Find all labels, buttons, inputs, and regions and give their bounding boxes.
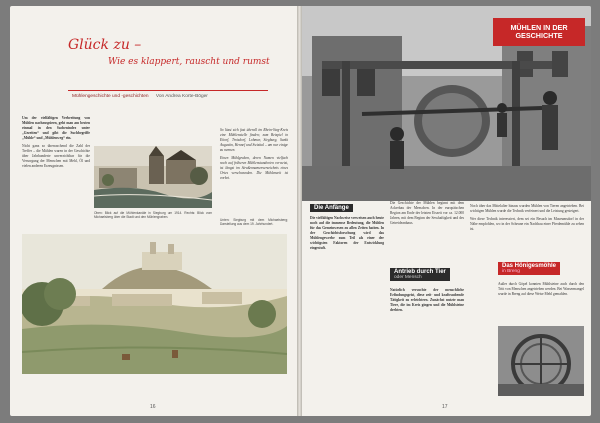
treadwheel-image [498,326,584,396]
left-column-2 [220,128,288,184]
right-column-2 [390,201,464,229]
title-rule [68,90,268,91]
mill-canal-photo [94,146,212,208]
right-column-3b [498,282,584,300]
siegburg-lithograph [22,234,287,374]
lithograph-image [22,234,287,374]
title-line-2: Wie es klappert, rauscht und rumst [108,57,270,67]
antrieb-title: Antrieb durch Tier [394,269,446,275]
col3-para-2: Wer diese Technik interessiert, dem sei ein Besuch im Museumsdorf in der Nähe empfohlen, wo in der Scheune ein Nachbau einer Pferdemühle zu sehen ist. [470,217,584,231]
heading-anfaenge: Die Anfänge [310,204,353,212]
page-number-left: 16 [150,404,156,410]
antrieb-text: Natürlich versuchte der menschliche Erfindungsgeist, diese zeit- und kraftraubende Tätigkeit zu erleichtern. Zunächst nutzte man Tiere, die im Kreis gingen und die Mühlsteine drehten. [390,288,464,312]
subtitle-text: Mühlengeschichte und -geschichten [72,94,149,99]
col2-para-1: So lässt sich fast überall im Rhein-Sieg-Kreis eine Mühlenstelle finden; zum Beispiel in Eitorf, Troisdorf, Lohmar, Siegburg, Sankt Augustin, Hennef und Swisttal – um nur einige zu nennen. [220,128,288,152]
right-column-3 [470,204,584,235]
hoeniges-text: Außer durch Göpel konnten Mühlsteine auch durch den Tritt von Menschen angetrieben werden. Bei Wassermangel wurde in Breng auf diese Weise Mehl gemahlen. [498,282,584,296]
photo-caption-2: Unten: Siegburg mit dem Michaelsberg; Darstellung aus dem 19. Jahrhundert. [220,218,288,227]
right-column-2b [390,288,464,316]
section-banner: MÜHLEN IN DER GESCHICHTE [493,18,585,46]
article-subtitle [72,94,208,99]
article-title [68,38,278,70]
mill-canal-image [94,146,212,208]
right-column-1 [310,216,384,254]
page-number-right: 17 [442,404,448,410]
photo-caption-1: Oben: Blick auf die Mühlenkanäle in Siegburg um 1914. Rechts: Blick vom Michaelsberg über die Stadt und den Mühlengraben. [94,211,212,220]
hoeniges-subtitle: in Breng [502,269,520,274]
antrieb-subtitle: oder Mensch [394,275,422,280]
intro-lead: Um der vielfältigen Verbreitung von Mühlen nachzuspüren, geht man am besten einmal in den Sachenindex unter „Gezeiten“ und gibt die Suchbegriffe „Mühle“ und „Mühlenweg“ ein. [22,116,90,140]
col3-para-1: Noch über das Mittelalter hinaus wurden Mühlen von Tieren angetrieben. Bei wichtigen Mühlen wurde die Technik verfeinert und die Leistung gesteigert. [470,204,584,213]
author-byline: Von Andrea Korte-Böger [155,94,208,99]
hoeniges-title: Das Hönigesmöhle [502,263,557,269]
col2-para-2: Einen Mühlgraben, deren Namen vielfach noch auf früheren Mühlenstandorten verweist, ist längst im Straßennamenverzeichnis eines Ortes verschwunden. Die Mühlenzeit ist vorbei. [220,156,288,180]
heading-hoeniges [498,262,560,275]
intro-body: Nicht ganz so überraschend die Zahl der Treffer – die Mühlen waren in der Geschichte über Jahrhunderte unverzichtbar für die Versorgung der Menschen mit Mehl, Öl und vielen anderen Erzeugnissen. [22,144,90,168]
title-line-1: Glück zu – [68,37,142,53]
treadwheel-photo [498,326,584,396]
heading-antrieb [390,268,450,281]
right-page [302,6,591,416]
left-page [10,6,297,416]
left-column-1 [22,116,90,172]
history-text: Die Geschichte der Mühlen beginnt mit dem Ackerbau der Menschen. In der europäischen Region am Ende der letzten Eiszeit vor ca. 12.000 Jahren, mit dem Beginn der Sesshaftigkeit und des Getreideanbaus. [390,201,464,225]
anfaenge-text: Die vielfältigen Nachweise verweisen auch heute noch auf die immense Bedeutung, die Mühlen für das Gemeinwesen zu allen Zeiten hatten. In der Geschichtsforschung wird das Mühlengewerbe zum Teil als einer der wichtigsten Faktoren der Entwicklung eingestuft. [310,216,384,250]
